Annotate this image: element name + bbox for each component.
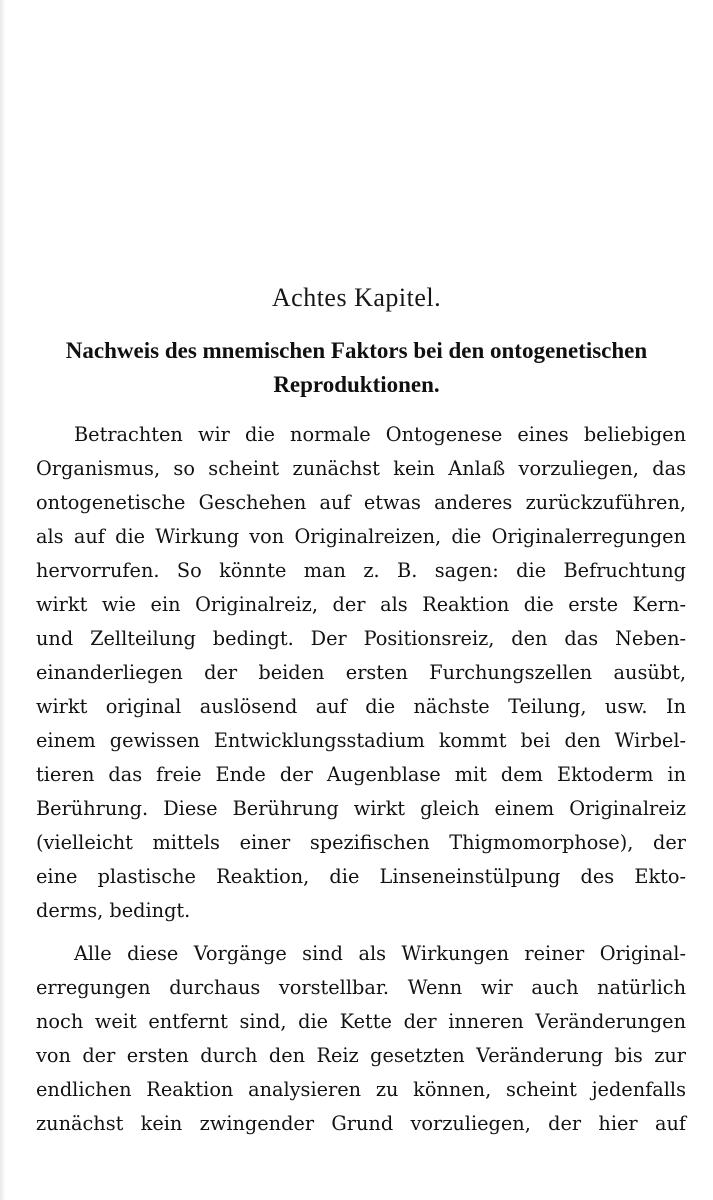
section-title [0, 334, 713, 402]
text-line: hervorrufen. So könnte man z. B. sagen: die Befruchtung [36, 559, 686, 582]
text-line: eine plastische Reaktion, die Linseneinstülpung des Ekto- [36, 865, 686, 888]
text-line: ontogenetische Geschehen auf etwas anderes zurückzuführen, [36, 491, 686, 514]
text-line: von der ersten durch den Reiz gesetzten Veränderung bis zur [36, 1044, 686, 1067]
text-line: zunächst kein zwingender Grund vorzuliegen, der hier auf [36, 1112, 686, 1135]
text-line: tieren das freie Ende der Augenblase mit dem Ektoderm in [36, 763, 686, 786]
text-line: Organismus, so scheint zunächst kein Anlaß vorzuliegen, das [36, 457, 686, 480]
text-line: endlichen Reaktion analysieren zu können, scheint jedenfalls [36, 1078, 686, 1101]
text-line: wirkt wie ein Originalreiz, der als Reaktion die erste Kern- [36, 593, 686, 616]
text-line: und Zellteilung bedingt. Der Positionsreiz, den das Neben- [36, 627, 686, 650]
text-line: derms, bedingt. [36, 899, 191, 922]
text-line: erregungen durchaus vorstellbar. Wenn wir auch natürlich [36, 976, 686, 999]
text-line: Berührung. Diese Berührung wirkt gleich einem Originalreiz [36, 797, 686, 820]
section-title-line: Reproduktionen. [273, 372, 440, 397]
section-title-line: Nachweis des mnemischen Faktors bei den ontogenetischen [65, 338, 648, 363]
text-line: einem gewissen Entwicklungsstadium kommt bei den Wirbel- [36, 729, 686, 752]
text-line: einanderliegen der beiden ersten Furchungszellen ausübt, [36, 661, 686, 684]
text-line: (vielleicht mittels einer spezifischen Thigmomorphose), der [36, 831, 686, 854]
page-edge-shadow [0, 0, 6, 1200]
text-line: wirkt original auslösend auf die nächste Teilung, usw. In [36, 695, 686, 718]
text-line: Alle diese Vorgänge sind als Wirkungen reiner Original- [74, 942, 686, 965]
text-line: Betrachten wir die normale Ontogenese eines beliebigen [74, 423, 686, 446]
text-line: noch weit entfernt sind, die Kette der inneren Veränderungen [36, 1010, 686, 1033]
chapter-title: Achtes Kapitel. [271, 283, 442, 312]
text-line: als auf die Wirkung von Originalreizen, die Originalerregungen [36, 525, 686, 548]
